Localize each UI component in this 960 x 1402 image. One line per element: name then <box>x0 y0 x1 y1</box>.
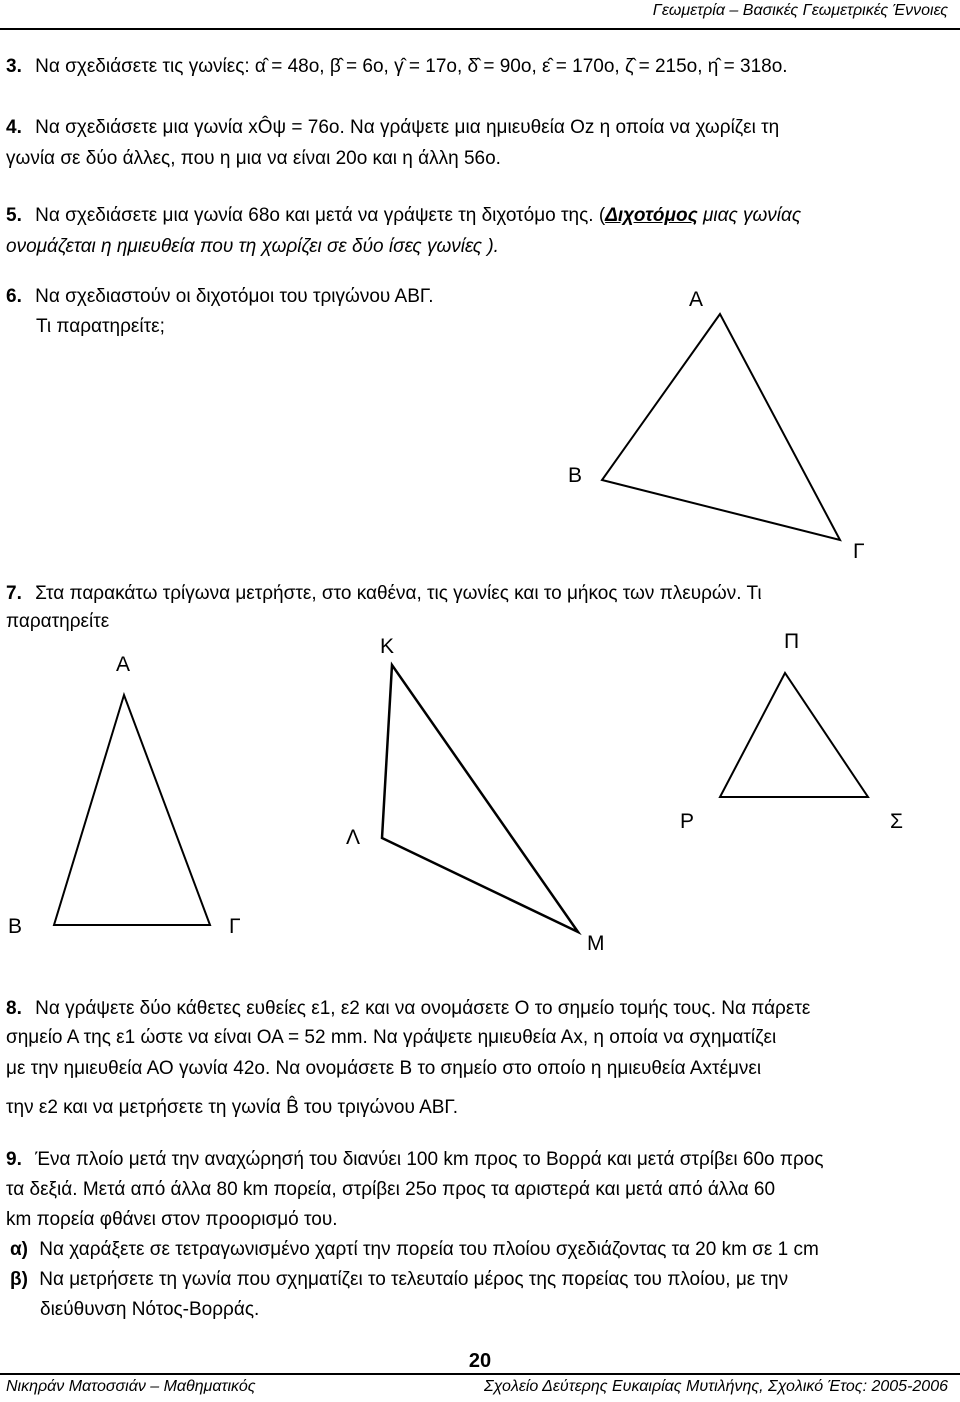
footer-school: Σχολείο Δεύτερης Ευκαιρίας Μυτιλήνης, Σχολικό Έτος: 2005-2006 <box>483 1378 948 1395</box>
triangle-abg-6 <box>602 314 840 540</box>
page-number: 20 <box>468 1350 492 1372</box>
triangle-klm <box>382 665 578 932</box>
exercise-number: 6. <box>6 286 22 307</box>
vertex-label-p: Π <box>784 630 800 653</box>
exercise-6-line2: Τι παρατηρείτε; <box>36 316 165 337</box>
part-b-text: Να μετρήσετε τη γωνία που σχηματίζει το τελευταίο μέρος της πορείας του πλοίου, με την <box>39 1269 789 1290</box>
triangle-abg-7 <box>54 695 210 925</box>
exercise-8-line3: με την ημιευθεία ΑΟ γωνία 42ο. Να ονομάσετε Β το σημείο στο οποίο η ημιευθεία Αxτέμνει <box>6 1058 762 1079</box>
exercise-9-line2: τα δεξιά. Μετά από άλλα 80 km πορεία, στρίβει 25ο προς τα αριστερά και μετά από άλλα 60 <box>6 1179 776 1200</box>
exercise-9-line3: km πορεία φθάνει στον προορισμό του. <box>6 1209 338 1230</box>
part-label-b: β) <box>10 1269 28 1290</box>
exercise-8 <box>6 998 810 1020</box>
exercise-4-line2: γωνία σε δύο άλλες, που η μια να είναι 20ο και η άλλη 56ο. <box>6 148 501 169</box>
footer-author: Νικηράν Ματοσσιάν – Μαθηματικός <box>6 1378 256 1395</box>
exercise-9 <box>6 1149 824 1171</box>
exercise-number: 3. <box>6 56 22 77</box>
vertex-label-g: Γ <box>229 915 241 938</box>
exercise-9-part-b-line2: διεύθυνση Νότος-Βορράς. <box>40 1299 260 1320</box>
exercise-5-line2: ονομάζεται η ημιευθεία που τη χωρίζει σε δύο ίσες γωνίες ). <box>6 236 499 257</box>
vertex-label-b: Β <box>8 915 23 938</box>
exercise-number: 9. <box>6 1149 22 1170</box>
exercise-text: Να σχεδιάσετε τις γωνίες: α̂ = 48ο, β̂ = 6ο, γ̂ = 17ο, δ̂ = 90ο, ε̂ = 170ο, ζ̂ = 215ο, η̂ = 318ο. <box>35 56 788 77</box>
exercise-number: 4. <box>6 117 22 138</box>
exercise-text: Στα παρακάτω τρίγωνα μετρήστε, στο καθένα, τις γωνίες και το μήκος των πλευρών. Τι <box>35 583 762 604</box>
vertex-label-s: Σ <box>890 810 903 833</box>
exercise-8-line4: την ε2 και να μετρήσετε τη γωνία B̂ του τριγώνου ΑΒΓ. <box>6 1097 459 1118</box>
exercise-9-part-b <box>10 1269 788 1291</box>
exercise-text: Ένα πλοίο μετά την αναχώρησή του διανύει 100 km προς το Βορρά και μετά στρίβει 60ο προς <box>35 1149 824 1170</box>
exercise-8-line2: σημείο Α της ε1 ώστε να είναι ΟΑ = 52 mm. Να γράψετε ημιευθεία Αx, η οποία να σχηματίζει <box>6 1027 777 1048</box>
footer-rule <box>0 1373 960 1375</box>
triangle-prs <box>720 673 868 797</box>
exercise-7-line2: παρατηρείτε <box>6 611 110 632</box>
exercise-number: 8. <box>6 998 22 1019</box>
exercise-text: Να σχεδιάσετε μια γωνία 68ο και μετά να γράψετε τη διχοτόμο της. ( <box>35 205 606 226</box>
vertex-label-a: Α <box>689 288 704 311</box>
exercise-text: Να σχεδιάσετε μια γωνία xÔψ = 76ο. Να γράψετε μια ημιευθεία Oz η οποία να χωρίζει τη <box>35 117 780 138</box>
part-a-text: Να χαράξετε σε τετραγωνισμένο χαρτί την πορεία του πλοίου σχεδιάζοντας τα 20 km σε 1 cm <box>39 1239 819 1260</box>
header-title: Γεωμετρία – Βασικές Γεωμετρικές Έννοιες <box>652 2 948 19</box>
vertex-label-m: Μ <box>587 932 605 955</box>
exercise-text-cont: μιας γωνίας <box>697 205 802 226</box>
part-label-a: α) <box>10 1239 29 1260</box>
exercise-9-part-a <box>10 1239 819 1261</box>
vertex-label-l: Λ <box>346 826 361 849</box>
vertex-label-b: Β <box>568 464 583 487</box>
exercise-number: 5. <box>6 205 22 226</box>
bisector-term: Διχοτόμος <box>605 205 698 226</box>
vertex-label-r: Ρ <box>680 810 695 833</box>
exercise-text: Να γράψετε δύο κάθετες ευθείες ε1, ε2 και να ονομάσετε Ο το σημείο τομής τους. Να πάρετε <box>35 998 811 1019</box>
vertex-label-k: Κ <box>380 635 395 658</box>
exercise-text: Να σχεδιαστούν οι διχοτόμοι του τριγώνου ΑΒΓ. <box>35 286 434 307</box>
vertex-label-a: Α <box>116 653 131 676</box>
vertex-label-g: Γ <box>853 540 865 563</box>
exercise-7 <box>6 583 762 605</box>
exercise-number: 7. <box>6 583 22 604</box>
